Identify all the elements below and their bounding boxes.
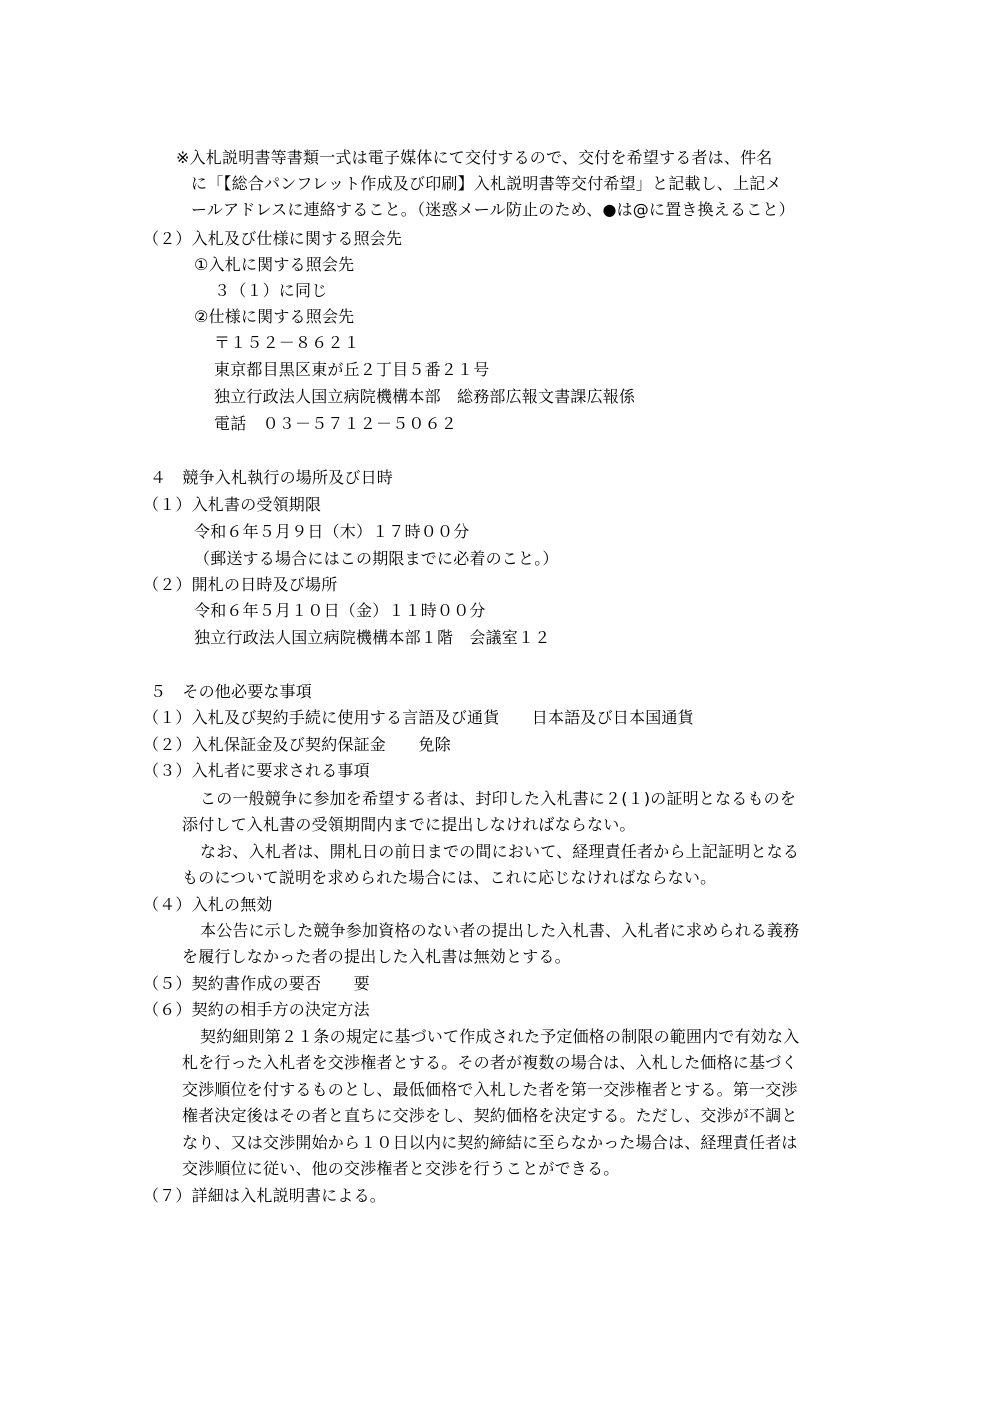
item-6-line-2: 札を行った入札者を交渉権者とする。その者が複数の場合は、入札した価格に基づく [182,1053,798,1072]
item-4-line-2: を履行しなかった者の提出した入札書は無効とする。 [182,947,571,966]
note-line-1: ※入札説明書等書類一式は電子媒体にて交付するので、交付を希望する者は、件名 [176,148,773,167]
section-3-2-heading: （２）入札及び仕様に関する照会先 [143,229,403,248]
section-5-item-7: （７）詳細は入札説明書による。 [143,1186,387,1205]
section-5-heading: ５ その他必要な事項 [150,682,313,701]
inquiry-bidding-label: ①入札に関する照会先 [194,255,355,274]
item-3-para-1-line-2: 添付して入札書の受領期間内までに提出しなければならない。 [182,815,636,834]
section-5-item-6-heading: （６）契約の相手方の決定方法 [143,1000,370,1019]
note-line-2: に「【総合パンフレット作成及び印刷】入札説明書等交付希望」と記載し、上記メ [191,174,782,193]
phone: 電話 ０３－５７１２－５０６２ [214,414,458,433]
opening-place: 独立行政法人国立病院機構本部１階 会議室１２ [194,628,551,647]
bid-deadline: 令和６年５月９日（木）１７時００分 [194,522,470,541]
item-3-para-1-line-1: この一般競争に参加を希望する者は、封印した入札書に２(１)の証明となるものを [200,789,797,808]
item-6-line-4: 権者決定後はその者と直ちに交渉をし、契約価格を決定する。ただし、交渉が不調と [182,1106,798,1125]
item-6-line-6: 交渉順位に従い、他の交渉権者と交渉を行うことができる。 [182,1159,620,1178]
section-4-heading: ４ 競争入札執行の場所及び日時 [150,468,394,487]
organization: 独立行政法人国立病院機構本部 総務部広報文書課広報係 [214,387,636,406]
note-line-3: ールアドレスに連絡すること。（迷惑メール防止のため、●は@に置き換えること） [191,200,795,219]
item-6-line-3: 交渉順位を付するものとし、最低価格で入札した者を第一交渉権者とする。第一交渉 [182,1080,798,1099]
inquiry-spec-label: ②仕様に関する照会先 [194,307,355,326]
section-5-item-4-heading: （４）入札の無効 [143,895,273,914]
item-4-line-1: 本公告に示した競争参加資格のない者の提出した入札書、入札者に求められる義務 [200,921,800,940]
section-4-2-heading: （２）開札の日時及び場所 [143,575,338,594]
inquiry-bidding-text: ３（１）に同じ [214,281,328,300]
item-6-line-1: 契約細則第２１条の規定に基づいて作成された予定価格の制限の範囲内で有効な入 [200,1027,800,1046]
item-3-para-2-line-1: なお、入札者は、開札日の前日までの間において、経理責任者から上記証明となる [200,842,800,861]
address: 東京都目黒区東が丘２丁目５番２１号 [214,360,490,379]
section-5-item-3-heading: （３）入札者に要求される事項 [143,761,370,780]
section-5-item-5: （５）契約書作成の要否 要 [143,974,370,993]
opening-date: 令和６年５月１０日（金）１１時００分 [194,601,486,620]
item-3-para-2-line-2: ものについて説明を求められた場合には、これに応じなければならない。 [182,868,717,887]
section-5-item-2: （２）入札保証金及び契約保証金 免除 [143,735,451,754]
section-4-1-heading: （１）入札書の受領期限 [143,495,322,514]
item-6-line-5: なり、又は交渉開始から１０日以内に契約締結に至らなかった場合は、経理責任者は [182,1133,798,1152]
section-5-item-1: （１）入札及び契約手続に使用する言語及び通貨 日本語及び日本国通貨 [143,708,694,727]
mail-note: （郵送する場合にはこの期限までに必着のこと。） [194,549,559,568]
postal-code: 〒１５２－８６２１ [214,333,360,352]
